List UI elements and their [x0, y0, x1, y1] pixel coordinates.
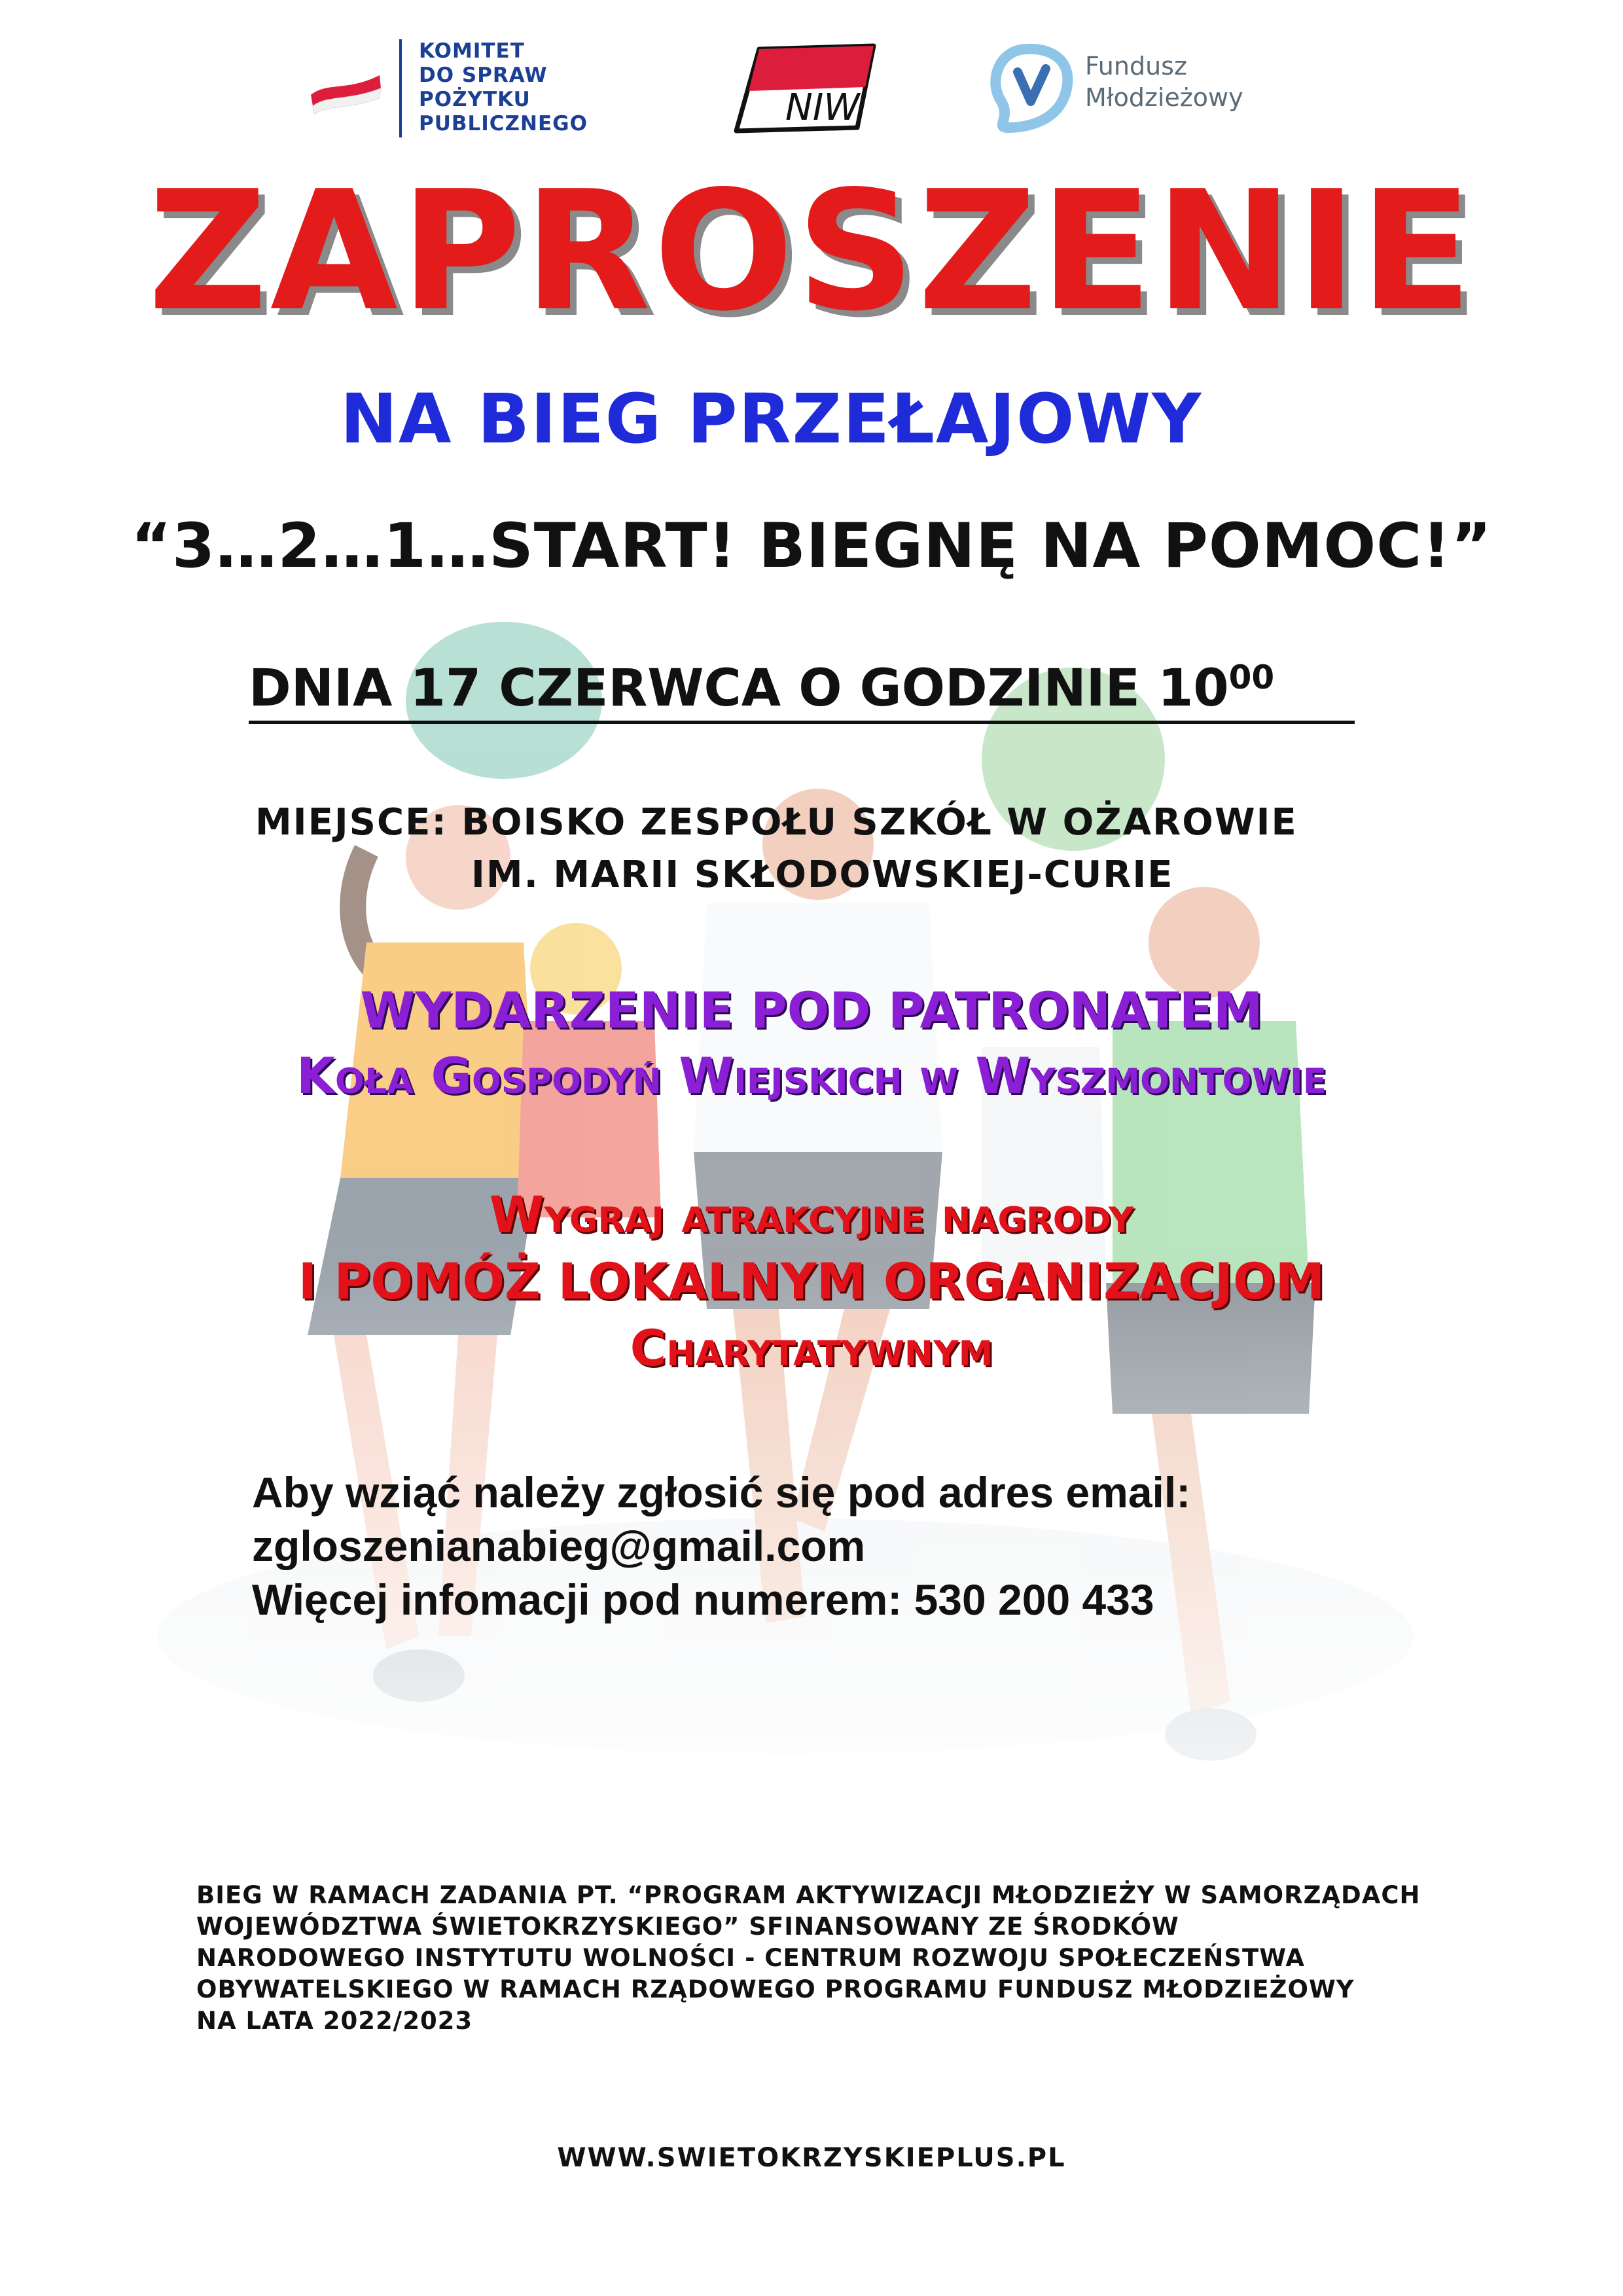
funding-note-line-1: BIEG W RAMACH ZADANIA PT. “PROGRAM AKTYWIZACJI MŁODZIEŻY W SAMORZĄDACH [196, 1881, 1421, 1909]
event-time-superscript: 00 [1228, 658, 1275, 696]
niw-logo [720, 36, 883, 147]
kpp-line-4: PUBLICZNEGO [419, 112, 588, 135]
niw-flag-icon [720, 36, 883, 147]
info-phone-line: Więcej infomacji pod numerem: 530 200 433 [252, 1575, 1154, 1624]
kpp-line-3: POŻYTKU [419, 88, 531, 111]
kpp-line-2: DO SPRAW [419, 63, 548, 87]
polish-flag-icon [308, 65, 386, 118]
prize-line-3: Charytatywnym [630, 1319, 993, 1377]
event-place-line-1: MIEJSCE: BOISKO ZESPOŁU SZKÓŁ W OŻAROWIE [255, 801, 1298, 844]
signup-instructions: Aby wziąć należy zgłosić się pod adres email: [252, 1468, 1191, 1516]
fm-line-2: Młodzieżowy [1085, 83, 1243, 112]
kpp-logo [308, 39, 648, 144]
patronage-line-1: WYDARZENIE POD PATRONATEM [360, 981, 1263, 1039]
event-date [249, 648, 1355, 724]
event-date-text: DNIA 17 CZERWCA O GODZINIE 10 [249, 659, 1229, 718]
fm-logo-text [1085, 50, 1243, 113]
fm-line-1: Fundusz [1085, 52, 1187, 81]
funding-note-line-3: NARODOWEGO INSTYTUTU WOLNOŚCI - CENTRUM ROZWOJU SPOŁECZEŃSTWA [196, 1944, 1306, 1972]
page-title: ZAPROSZENIE [148, 156, 1475, 348]
kpp-line-1: KOMITET [419, 39, 525, 63]
kpp-logo-text [419, 39, 654, 136]
prize-line-2: I POMÓŻ LOKALNYM ORGANIZACJOM [298, 1252, 1325, 1310]
prize-line-1: Wygraj atrakcyjne nagrody [489, 1185, 1134, 1244]
funding-note-line-4: OBYWATELSKIEGO W RAMACH RZĄDOWEGO PROGRAMU FUNDUSZ MŁODZIEŻOWY [196, 1975, 1355, 2003]
signup-email: zgloszenianabieg@gmail.com [252, 1522, 866, 1570]
funding-note-line-5: NA LATA 2022/2023 [196, 2007, 473, 2035]
fundusz-mlodziezowy-logo [982, 36, 1296, 134]
website-url: WWW.SWIETOKRZYSKIEPLUS.PL [557, 2143, 1066, 2173]
niw-logo-text: NIW [785, 86, 860, 129]
patronage-line-2: Koła Gospodyń Wiejskich w Wyszmontowie [296, 1047, 1327, 1105]
fm-v-icon [982, 36, 1080, 134]
event-place-line-2: IM. MARII SKŁODOWSKIEJ-CURIE [471, 853, 1174, 896]
funding-note-line-2: WOJEWÓDZTWA ŚWIETOKRZYSKIEGO” SFINANSOWANY ZE ŚRODKÓW [196, 1912, 1179, 1941]
kpp-divider [399, 39, 402, 137]
event-slogan: “3…2…1…START! BIEGNĘ NA POMOC!” [131, 511, 1492, 582]
page-subtitle: NA BIEG PRZEŁAJOWY [340, 379, 1203, 459]
